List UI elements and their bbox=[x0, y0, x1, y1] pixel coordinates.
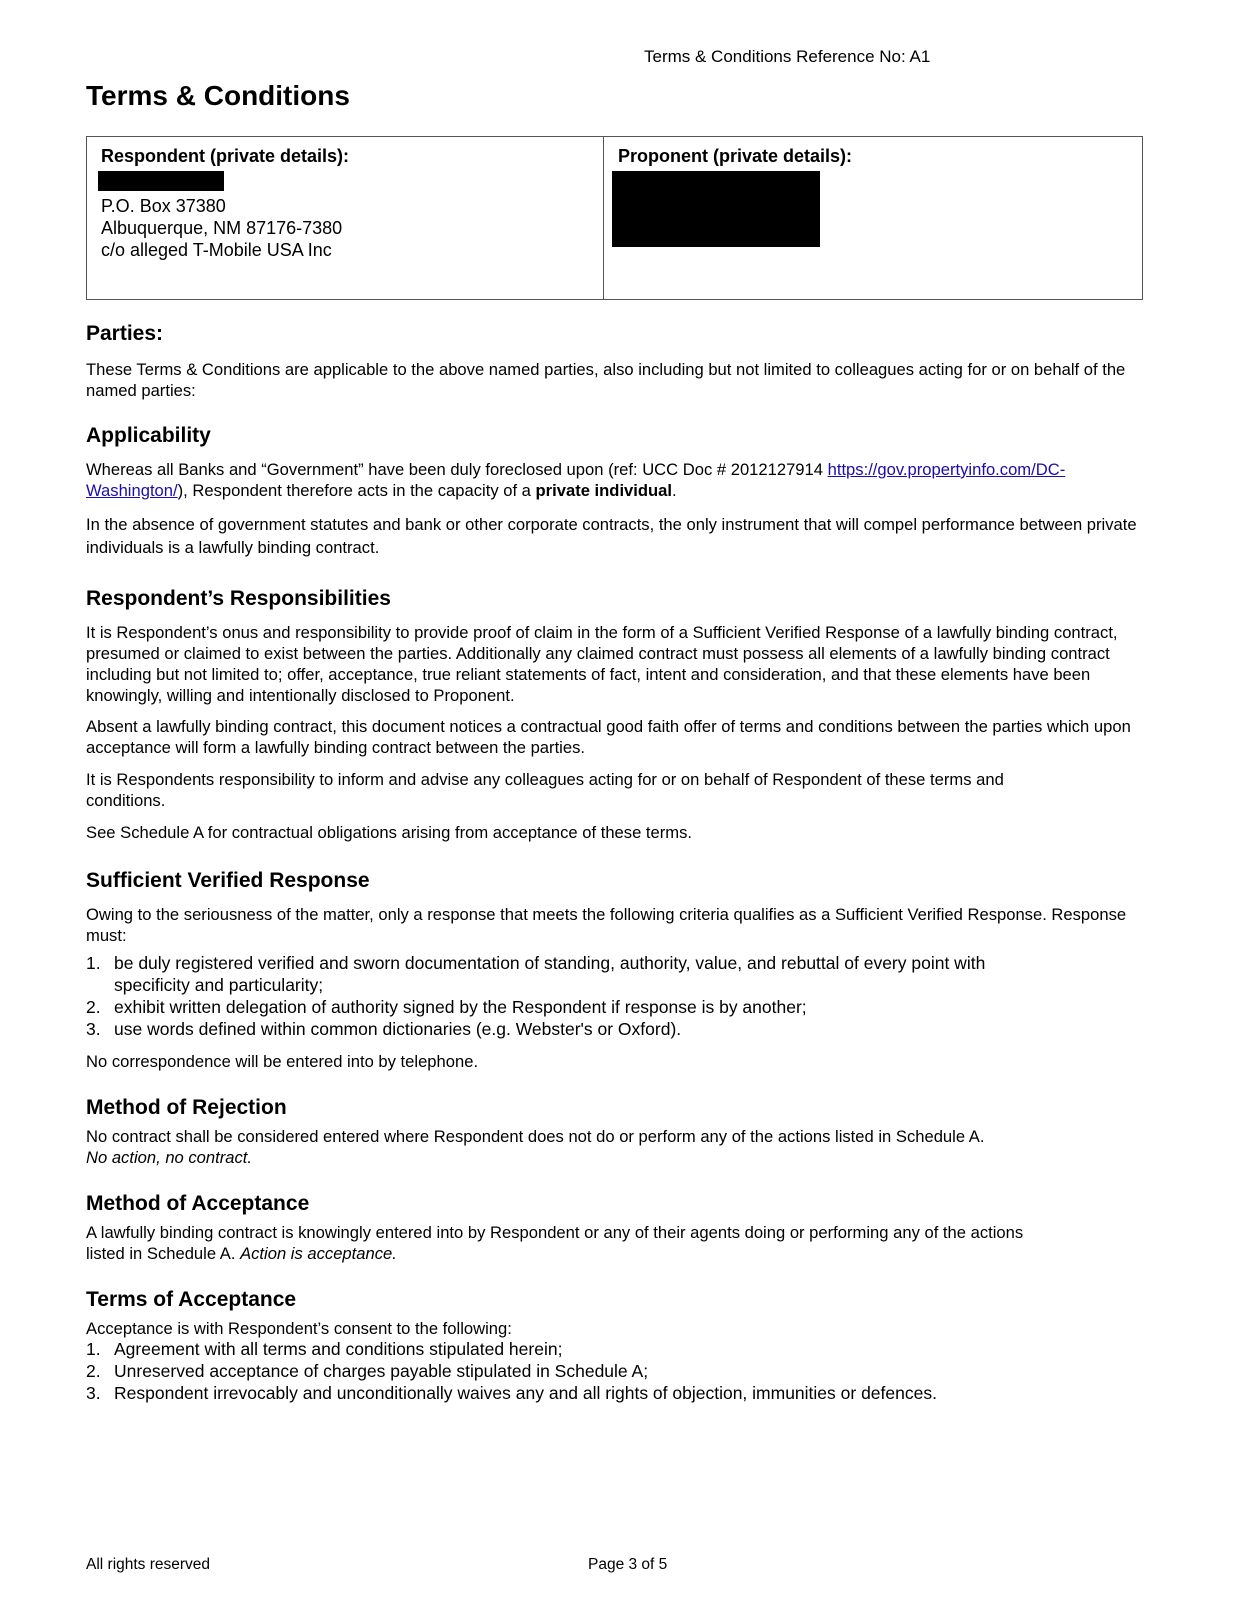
list-number: 3. bbox=[86, 1019, 101, 1039]
italic-text: No action, no contract. bbox=[86, 1148, 253, 1167]
bold-text: private individual bbox=[535, 481, 673, 500]
respondent-label: Respondent (private details): bbox=[101, 146, 350, 166]
list-item bbox=[86, 1382, 1146, 1404]
proponent-label: Proponent (private details): bbox=[618, 146, 853, 166]
list-item bbox=[86, 1360, 1146, 1382]
terms-acceptance-intro: Acceptance is with Respondent’s consent to the following: bbox=[86, 1319, 512, 1338]
respondent-address bbox=[101, 195, 589, 261]
list-item bbox=[86, 952, 1034, 996]
ucc-doc-link[interactable]: https://gov.propertyinfo.com/DC-Washington/ bbox=[86, 460, 1066, 500]
applicability-paragraph-2: In the absence of government statutes and bank or other corporate contracts, the only instrument that will compel performance between private individuals is a lawfully binding contract. bbox=[86, 515, 1137, 557]
responsibilities-paragraph-2: Absent a lawfully binding contract, this document notices a contractual good faith offer of terms and conditions between the parties which upon acceptance will form a lawfully binding contract between the parties. bbox=[86, 717, 1131, 757]
terms-acceptance-list bbox=[86, 1338, 1146, 1404]
svr-note: No correspondence will be entered into by telephone. bbox=[86, 1052, 479, 1071]
svr-list bbox=[86, 952, 1146, 1040]
responsibilities-paragraph-4: See Schedule A for contractual obligations arising from acceptance of these terms. bbox=[86, 823, 693, 842]
text-span: No contract shall be considered entered where Respondent does not do or perform any of the actions listed in Schedule A. bbox=[86, 1127, 985, 1146]
responsibilities-paragraph-1: It is Respondent’s onus and responsibility to provide proof of claim in the form of a Sufficient Verified Response of a lawfully binding contract, presumed or claimed to exist between the parties. Additionally any claimed contract must possess all elements of a lawfully binding contract including but not limited to; offer, acceptance, true reliant statements of fact, intent and consideration, and that these elements have been knowingly, willing and intentionally disclosed to Proponent. bbox=[86, 623, 1118, 705]
list-number: 1. bbox=[86, 953, 101, 973]
footer-page-number: Page 3 of 5 bbox=[588, 1556, 668, 1573]
responsibilities-paragraph-3: It is Respondents responsibility to inform and advise any colleagues acting for or on behalf of Respondent of these terms and conditions. bbox=[86, 770, 1004, 810]
rejection-heading: Method of Rejection bbox=[86, 1096, 287, 1119]
reference-number: Terms & Conditions Reference No: A1 bbox=[644, 47, 931, 66]
address-line: c/o alleged T-Mobile USA Inc bbox=[101, 240, 332, 260]
list-number: 3. bbox=[86, 1383, 101, 1403]
parties-text: These Terms & Conditions are applicable to the above named parties, also including but not limited to colleagues acting for or on behalf of the named parties: bbox=[86, 360, 1126, 400]
list-text: Respondent irrevocably and unconditionally waives any and all rights of objection, immunities or defences. bbox=[114, 1383, 937, 1403]
list-text: use words defined within common dictionaries (e.g. Webster's or Oxford). bbox=[114, 1019, 682, 1039]
redacted-block bbox=[612, 171, 820, 247]
proponent-cell bbox=[604, 137, 1142, 299]
acceptance-method-text bbox=[86, 1222, 1046, 1264]
list-text: exhibit written delegation of authority signed by the Respondent if response is by another; bbox=[114, 997, 807, 1017]
text-span: ), Respondent therefore acts in the capacity of a bbox=[177, 481, 536, 500]
list-number: 2. bbox=[86, 997, 101, 1017]
list-item bbox=[86, 1018, 1146, 1040]
address-line: P.O. Box 37380 bbox=[101, 196, 226, 216]
rejection-text bbox=[86, 1126, 1156, 1168]
text-span: A lawfully binding contract is knowingly entered into by Respondent or any of their agents doing or performing any of the actions listed in Schedule A. bbox=[86, 1223, 1024, 1263]
text-span: . bbox=[672, 481, 677, 500]
svr-intro: Owing to the seriousness of the matter, only a response that meets the following criteria qualifies as a Sufficient Verified Response. Response must: bbox=[86, 905, 1127, 945]
list-text: Unreserved acceptance of charges payable stipulated in Schedule A; bbox=[114, 1361, 649, 1381]
list-text: be duly registered verified and sworn documentation of standing, authority, value, and rebuttal of every point with specificity and particularity; bbox=[114, 953, 986, 995]
list-item bbox=[86, 996, 1146, 1018]
text-span: Whereas all Banks and “Government” have been duly foreclosed upon (ref: UCC Doc # 2012127914 bbox=[86, 460, 828, 479]
list-number: 1. bbox=[86, 1339, 101, 1359]
responsibilities-heading: Respondent’s Responsibilities bbox=[86, 587, 391, 610]
page-title: Terms & Conditions bbox=[86, 80, 350, 111]
address-line: Albuquerque, NM 87176-7380 bbox=[101, 218, 343, 238]
list-number: 2. bbox=[86, 1361, 101, 1381]
footer-rights: All rights reserved bbox=[86, 1556, 211, 1573]
italic-text: Action is acceptance. bbox=[240, 1244, 397, 1263]
svr-heading: Sufficient Verified Response bbox=[86, 869, 370, 892]
applicability-heading: Applicability bbox=[86, 424, 211, 447]
acceptance-method-heading: Method of Acceptance bbox=[86, 1192, 310, 1215]
applicability-paragraph-1 bbox=[86, 459, 1156, 501]
list-text: Agreement with all terms and conditions stipulated herein; bbox=[114, 1339, 563, 1359]
respondent-cell bbox=[87, 137, 604, 299]
parties-heading: Parties: bbox=[86, 322, 164, 345]
list-item bbox=[86, 1338, 1146, 1360]
parties-details-table bbox=[86, 136, 1143, 300]
terms-acceptance-heading: Terms of Acceptance bbox=[86, 1288, 297, 1311]
redacted-block bbox=[98, 171, 224, 191]
